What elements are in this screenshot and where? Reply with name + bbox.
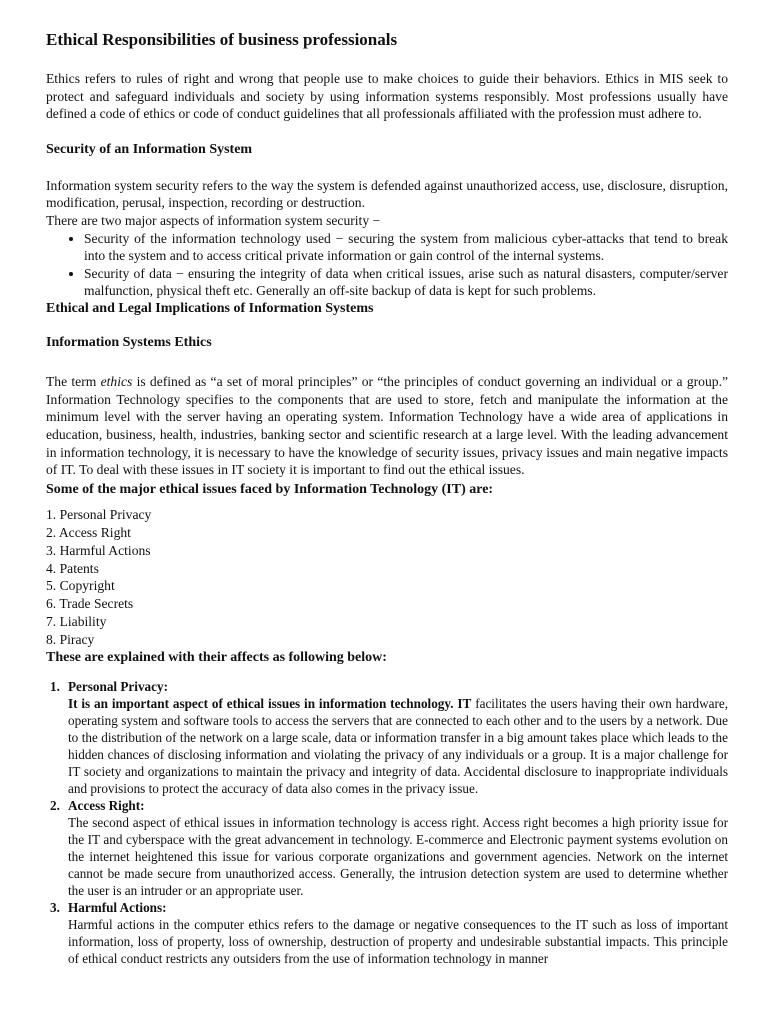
- major-issues-heading: Some of the major ethical issues faced by Information Technology (IT) are:: [46, 481, 494, 497]
- item-heading: Access Right:: [68, 798, 145, 814]
- list-item: 3. Harmful Actions: [46, 542, 151, 558]
- item-number: 2.: [50, 798, 60, 814]
- explained-heading: These are explained with their affects as following below:: [46, 649, 387, 665]
- ethics-prefix: The term: [46, 374, 101, 390]
- security-heading: Security of an Information System: [46, 141, 253, 157]
- list-item: 1. Personal Privacy: [46, 507, 152, 523]
- list-item: 8. Piracy: [46, 631, 95, 647]
- item-heading: Harmful Actions:: [68, 900, 167, 916]
- item-heading: Personal Privacy:: [68, 679, 168, 695]
- item-text: The second aspect of ethical issues in information technology is access right. Access right becomes a high priority issue for the IT and cyberspace with the great advancement in technology. E-commerce and Electronic payment systems evolution on the internet heightened this issue for various corporate organizations and government agencies. Network on the internet cannot be made secure from unauthorized access. Generally, the intrusion detection system are used to determine whether the user is an intruder or an appropriate user.: [68, 815, 728, 899]
- explained-list: [46, 678, 728, 967]
- list-item: • Security of the information technology used − securing the system from malicious cyber-attacks that tend to break into the system and to access critical private information or gain control of the internal systems.: [84, 230, 728, 265]
- ethics-paragraph: [46, 373, 728, 479]
- list-item: 7. Liability: [46, 614, 107, 630]
- explained-item: [50, 678, 728, 797]
- page-title: Ethical Responsibilities of business professionals: [46, 30, 398, 49]
- item-number: 3.: [50, 900, 60, 916]
- explained-item: [50, 797, 728, 899]
- list-item: 4. Patents: [46, 560, 99, 576]
- item-text: facilitates the users having their own hardware, operating system and software tools to access the servers that are connected to each other and to the users by a network. Due to the distribution of the network on a large scale, data or information transfer in a big amount takes place which leads to the hidden chances of disclosing information and violating the privacy of any individuals or a group. It is a major challenge for IT society and organizations to maintain the privacy and integrity of data. Accidental disclosure to inappropriate individuals and provisions to protect the accuracy of data also comes in the privacy issue.: [68, 696, 728, 797]
- item-text: Harmful actions in the computer ethics refers to the damage or negative consequences to the IT such as loss of important information, loss of property, loss of ownership, destruction of property and undesirable substantial impacts. This principle of ethical conduct restricts any outsiders from the use of information technology in manner: [68, 917, 728, 967]
- security-bullet-list: [46, 230, 728, 300]
- security-paragraph: Information system security refers to the way the system is defended against unauthorized access, use, disclosure, disruption, modification, perusal, inspection, recording or destruction.: [46, 177, 728, 211]
- list-item: • Security of data − ensuring the integrity of data when critical issues, arise such as natural disasters, computer/server malfunction, physical theft etc. Generally an off-site backup of data is kept for such problems.: [84, 265, 728, 300]
- intro-paragraph: Ethics refers to rules of right and wrong that people use to make choices to guide their behaviors. Ethics in MIS seek to protect and safeguard individuals and society by using information systems responsibly. Most professions usually have defined a code of ethics or code of conduct guidelines that all professionals affiliated with the profession must adhere to.: [46, 71, 728, 122]
- item-number: 1.: [50, 679, 60, 695]
- is-ethics-heading: Information Systems Ethics: [46, 334, 212, 350]
- security-lead: There are two major aspects of information system security −: [46, 212, 381, 228]
- list-item: 6. Trade Secrets: [46, 596, 134, 612]
- explained-item: [50, 899, 728, 967]
- ethics-rest: is defined as “a set of moral principles” or “the principles of conduct governing an individual or a group.” Information Technology specifies to the components that are used to store, fetch and manipulate the information at the minimum level with the server having an operating system. Information Technology have a wide area of applications in education, business, health, industries, banking sector and scientific research at a large level. With the leading advancement in information technology, it is necessary to have the knowledge of security issues, privacy issues and main negative impacts of IT. To deal with these issues in IT society it is important to find out the ethical issues.: [46, 374, 728, 478]
- list-item: 5. Copyright: [46, 578, 115, 594]
- ethics-term: ethics: [100, 374, 133, 390]
- item-bold-lead: It is an important aspect of ethical issues in information technology. IT: [68, 696, 472, 712]
- issues-list: [46, 506, 728, 648]
- list-item: 2. Access Right: [46, 525, 131, 541]
- legal-heading: Ethical and Legal Implications of Information Systems: [46, 300, 374, 316]
